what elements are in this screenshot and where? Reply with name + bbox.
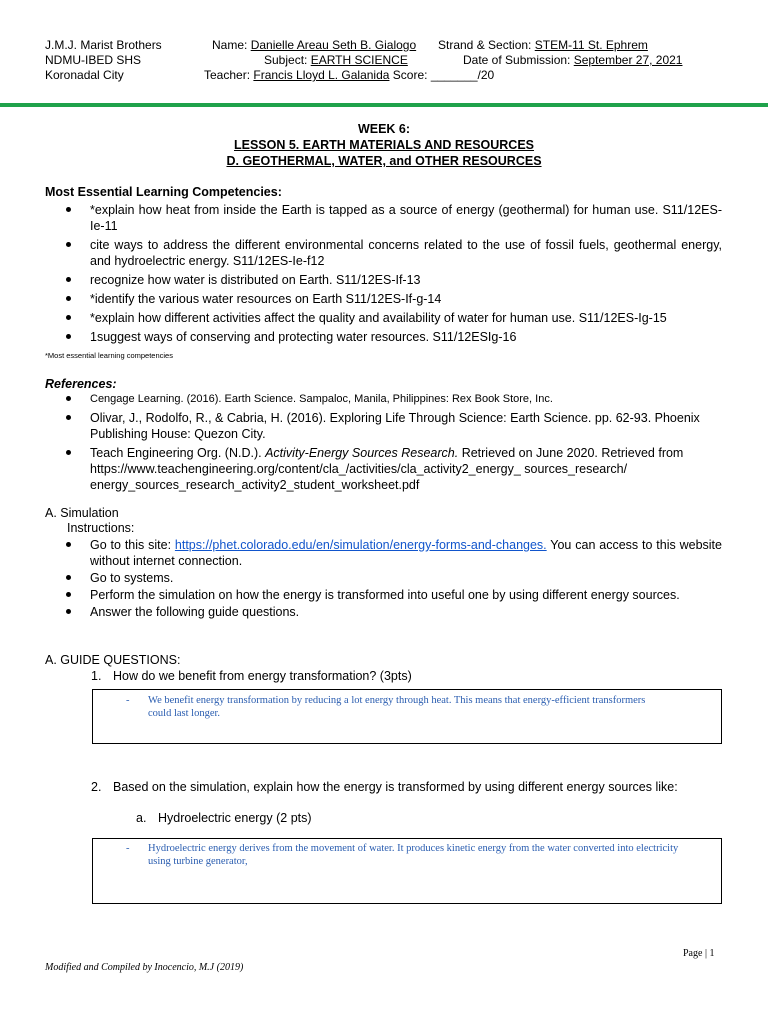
list-item: Go to this site: https://phet.colorado.edu/en/simulation/energy-forms-and-changes. You can access to this website without internet connection. <box>90 537 722 569</box>
answer-box-2[interactable] <box>92 838 722 904</box>
question-1: How do we benefit from energy transformation? (3pts) <box>113 669 412 683</box>
score-label: Score: <box>392 68 428 82</box>
date-row <box>463 53 682 68</box>
answer-2a-dash: - <box>126 843 130 854</box>
answer-1: We benefit energy transformation by reducing a lot energy through heat. This means that energy-efficient transformers could last longer. <box>148 695 646 719</box>
teacher-row <box>204 68 494 83</box>
school-city: Koronadal City <box>45 68 124 82</box>
score-blank: _______ <box>430 68 478 82</box>
strand-row <box>438 38 648 53</box>
bullet-icon <box>66 542 71 547</box>
header-divider <box>0 103 768 107</box>
page-number: Page | 1 <box>683 948 715 959</box>
school-unit: NDMU-IBED SHS <box>45 53 142 67</box>
lesson-title: LESSON 5. EARTH MATERIALS AND RESOURCES <box>233 138 535 152</box>
bullet-icon <box>66 592 71 597</box>
bullet-icon <box>66 277 71 282</box>
question-1-number: 1. <box>91 669 102 683</box>
list-item: Olivar, J., Rodolfo, R., & Cabria, H. (2016). Exploring Life Through Science: Earth Science. pp. 62-93. Phoenix Publishing House: Quezon City. <box>90 410 722 442</box>
answer-1-dash: - <box>126 695 130 706</box>
bullet-icon <box>66 296 71 301</box>
simulation-heading: A. Simulation <box>45 506 119 520</box>
teacher-value: Francis Lloyd L. Galanida <box>253 68 390 82</box>
list-item: Go to systems. <box>90 570 722 586</box>
name-label: Name: <box>212 38 248 52</box>
list-item: Answer the following guide questions. <box>90 604 722 620</box>
bullet-icon <box>66 315 71 320</box>
list-item: *identify the various water resources on Earth S11/12ES-If-g-14 <box>90 291 722 307</box>
bullet-icon <box>66 207 71 212</box>
question-2a-letter: a. <box>136 811 147 825</box>
score-total: /20 <box>477 68 495 82</box>
phet-simulation-link[interactable]: https://phet.colorado.edu/en/simulation/energy-forms-and-changes. <box>174 538 547 552</box>
answer-box-1[interactable] <box>92 689 722 744</box>
teacher-label: Teacher: <box>204 68 251 82</box>
date-value: September 27, 2021 <box>573 53 683 67</box>
strand-label: Strand & Section: <box>438 38 532 52</box>
bullet-icon <box>66 609 71 614</box>
subject-value: EARTH SCIENCE <box>310 53 408 67</box>
answer-2a: Hydroelectric energy derives from the movement of water. It produces kinetic energy from the water converted into electricity using turbine generator, <box>148 843 679 867</box>
date-label: Date of Submission: <box>463 53 571 67</box>
melc-list <box>90 202 722 345</box>
list-item: Cengage Learning. (2016). Earth Science. Sampaloc, Manila, Philippines: Rex Book Store, Inc. <box>90 392 722 406</box>
subject-row <box>264 53 408 68</box>
bullet-icon <box>66 575 71 580</box>
question-2a: Hydroelectric energy (2 pts) <box>158 811 312 825</box>
question-2-number: 2. <box>91 780 102 794</box>
instructions-label: Instructions: <box>67 521 135 535</box>
references-list <box>90 392 722 493</box>
list-item: recognize how water is distributed on Earth. S11/12ES-If-13 <box>90 272 722 288</box>
bullet-icon <box>66 450 71 455</box>
list-item: *explain how different activities affect the quality and availability of water for human use. S11/12ES-Ig-15 <box>90 310 722 326</box>
guide-heading: A. GUIDE QUESTIONS: <box>45 653 181 667</box>
school-name: J.M.J. Marist Brothers <box>45 38 162 52</box>
bullet-icon <box>66 396 71 401</box>
list-item: cite ways to address the different environmental concerns related to the use of fossil fuels, geothermal energy, and hydroelectric energy. S11/12ES-Ie-f12 <box>90 237 722 269</box>
list-item: *explain how heat from inside the Earth is tapped as a source of energy (geothermal) for human use. S11/12ES-Ie-11 <box>90 202 722 234</box>
melc-note: *Most essential learning competencies <box>45 351 173 360</box>
instructions-list <box>90 537 722 620</box>
week-title: WEEK 6: <box>357 122 411 136</box>
question-2: Based on the simulation, explain how the energy is transformed by using different energy sources like: <box>113 780 678 794</box>
list-item: Teach Engineering Org. (N.D.). Activity-Energy Sources Research. Retrieved on June 2020. Retrieved from https://www.teachengineering.org/content/cla_/activities/cla_activity2_energy_ sources_research/ energy_sources_research_activity2_student_worksheet.pdf <box>90 445 722 493</box>
name-value: Danielle Areau Seth B. Gialogo <box>250 38 417 52</box>
melc-heading: Most Essential Learning Competencies: <box>45 185 282 199</box>
list-item: 1suggest ways of conserving and protecting water resources. S11/12ESIg-16 <box>90 329 722 345</box>
subject-label: Subject: <box>264 53 308 67</box>
strand-value: STEM-11 St. Ephrem <box>534 38 648 52</box>
name-row <box>212 38 416 53</box>
footer-credit: Modified and Compiled by Inocencio, M.J (2019) <box>45 962 244 973</box>
bullet-icon <box>66 334 71 339</box>
bullet-icon <box>66 242 71 247</box>
list-item: Perform the simulation on how the energy is transformed into useful one by using different energy sources. <box>90 587 722 603</box>
bullet-icon <box>66 415 71 420</box>
references-heading: References: <box>45 377 117 391</box>
topic-title: D. GEOTHERMAL, WATER, and OTHER RESOURCES <box>226 154 542 168</box>
